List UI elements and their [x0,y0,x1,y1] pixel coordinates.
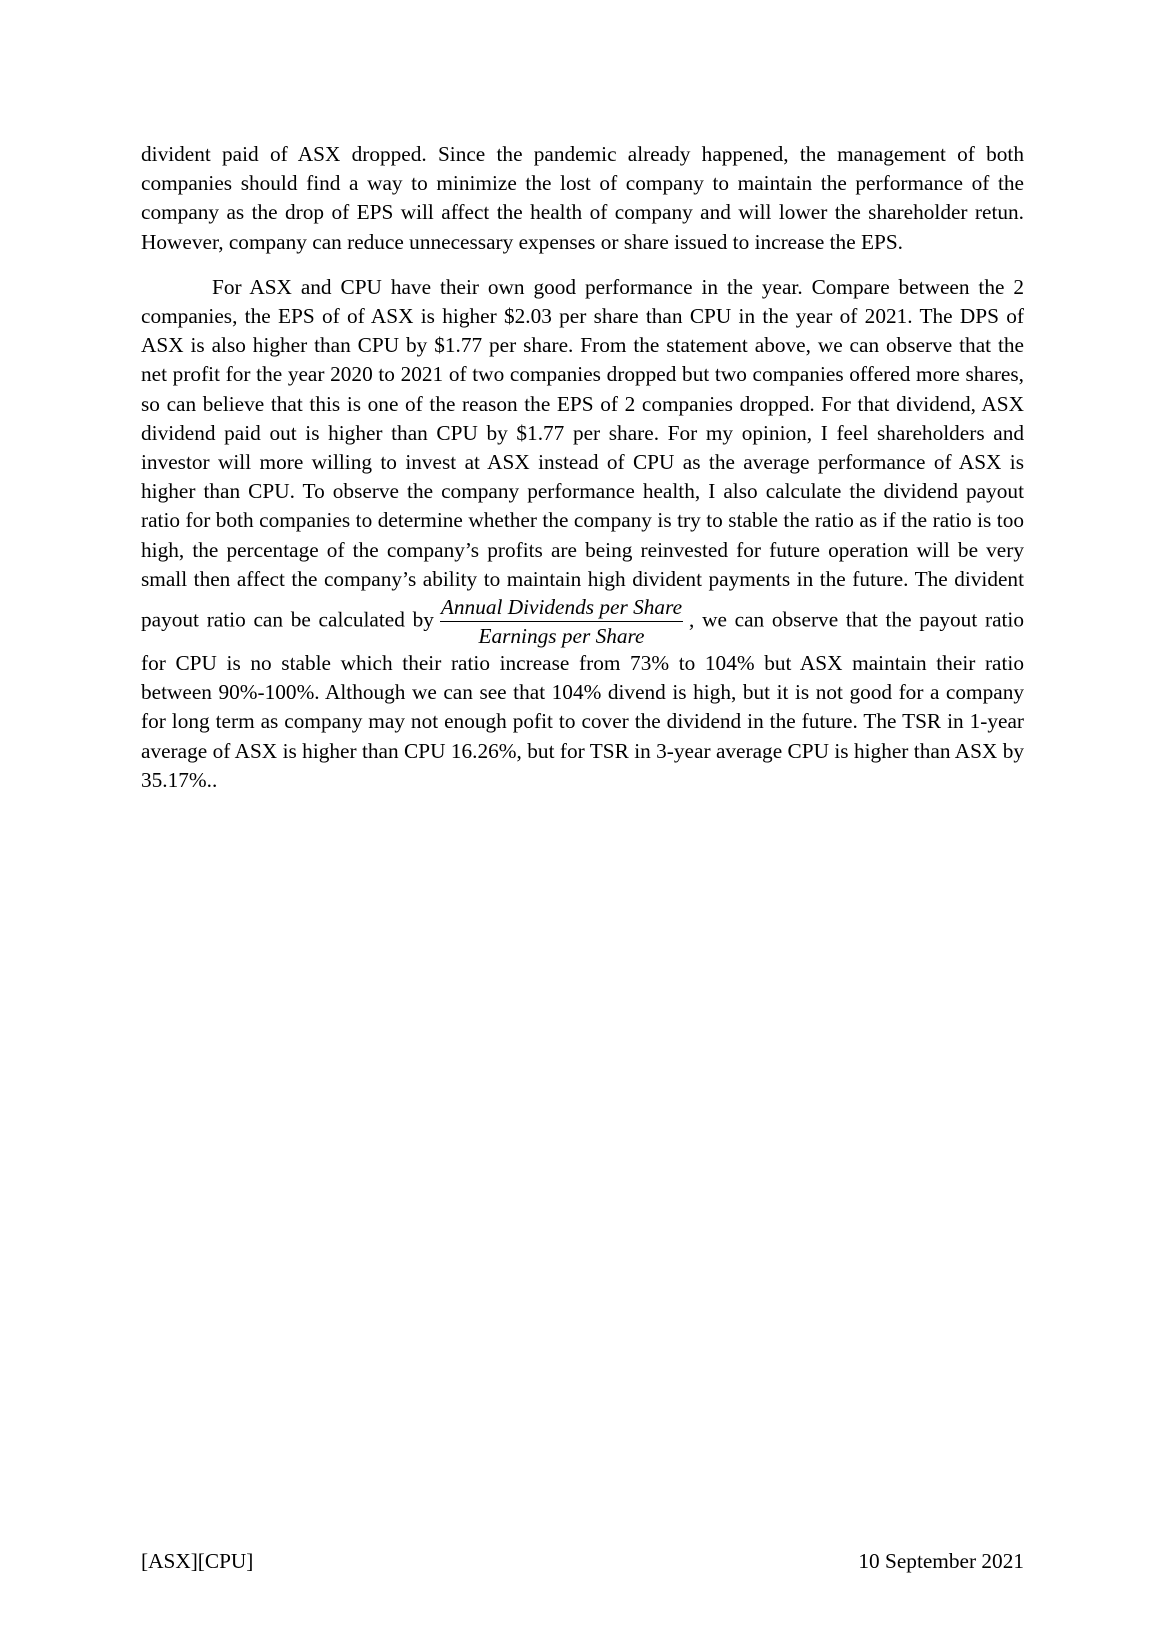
footer-date: 10 September 2021 [858,1549,1024,1573]
formula-numerator: Annual Dividends per Share [440,594,683,622]
paragraph-2-text-before: For ASX and CPU have their own good performance in the year. Compare between the 2 companies, the EPS of of ASX is higher $2.03 per share than CPU in the year of 2021. The DPS of ASX is also higher than CPU by $1.77 per share. From the statement above, we can observe that the net profit for the year 2020 to 2021 of two companies dropped but two companies offered more shares, so can believe that this is one of the reason the EPS of 2 companies dropped. For that dividend, ASX dividend paid out is higher than CPU by $1.77 per share. For my opinion, I feel shareholders and investor will more willing to invest at ASX instead of CPU as the average performance of ASX is higher than CPU. To observe the company performance health, I also calculate the dividend payout ratio for both companies to determine whether the company is try to stable the ratio as if the ratio is too high, the percentage of the company’s profits are being reinvested for future operation will be very small then affect the company’s ability to maintain high divident payments in the future. The divident payout ratio can be calculated by [141,274,1024,632]
paragraph-2-text-after: , we can observe that the payout ratio for CPU is no stable which their ratio increase from 73% to 104% but ASX maintain their ratio between 90%-100%. Although we can see that 104% divend is high, but it is not good for a company for long term as company may not enough pofit to cover the dividend in the future. The TSR in 1-year average of ASX is higher than CPU 16.26%, but for TSR in 3-year average CPU is higher than ASX by 35.17%.. [141,607,1025,792]
document-body [141,140,1024,795]
paragraph-1: divident paid of ASX dropped. Since the pandemic already happened, the management of both companies should find a way to minimize the lost of company to maintain the performance of the company as the drop of EPS will affect the health of company and will lower the shareholder retun. However, company can reduce unnecessary expenses or share issued to increase the EPS. [141,142,1024,254]
payout-ratio-formula [440,594,683,649]
footer-company-codes: [ASX][CPU] [141,1549,254,1573]
formula-denominator: Earnings per Share [478,624,645,649]
paragraph-2 [141,273,1024,795]
